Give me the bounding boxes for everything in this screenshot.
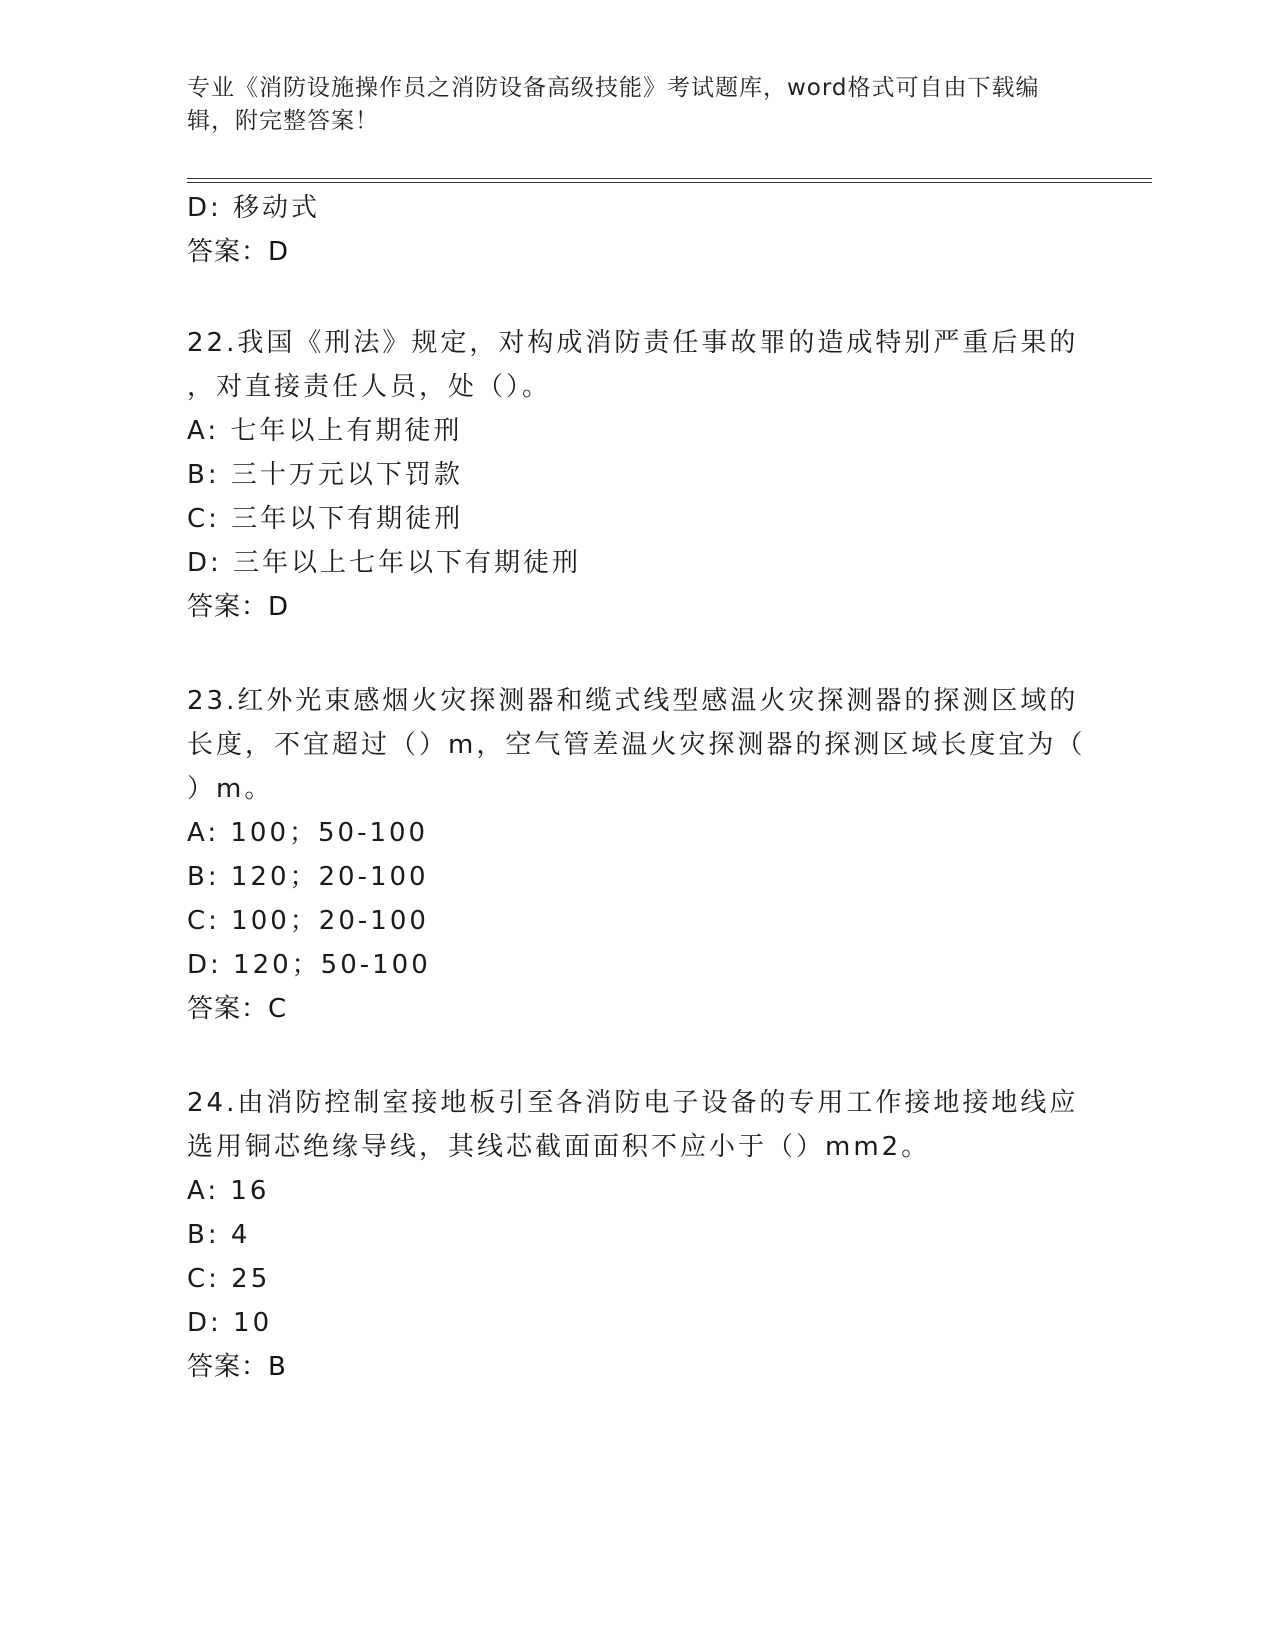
question-stem: 23.红外光束感烟火灾探测器和缆式线型感温火灾探测器的探测区域的 [187,686,1079,716]
option-a: A: 16 [187,1176,270,1206]
option-d: D: 10 [187,1308,273,1338]
option-d: D: 移动式 [187,193,321,223]
question-stem: 长度，不宜超过（）m，空气管差温火灾探测器的探测区域长度宜为（ [187,730,1086,760]
option-a: A: 七年以上有期徒刑 [187,416,463,446]
question-stem: 22.我国《刑法》规定，对构成消防责任事故罪的造成特别严重后果的 [187,328,1079,358]
question-stem: 选用铜芯绝缘导线，其线芯截面面积不应小于（）mm2。 [187,1132,931,1162]
option-d: D: 三年以上七年以下有期徒刑 [187,548,582,578]
answer-line: 答案：D [187,237,290,267]
option-b: B: 120；20-100 [187,862,429,892]
option-d: D: 120；50-100 [187,950,431,980]
answer-line: 答案：C [187,994,288,1024]
header-divider-top [187,178,1152,179]
answer-line: 答案：D [187,592,290,622]
option-c: C: 三年以下有期徒刑 [187,504,464,534]
answer-line: 答案：B [187,1352,287,1382]
question-stem: 24.由消防控制室接地板引至各消防电子设备的专用工作接地接地线应 [187,1088,1079,1118]
option-c: C: 25 [187,1264,271,1294]
question-stem: ）m。 [187,774,274,804]
question-stem: ，对直接责任人员，处（）。 [187,372,552,402]
option-a: A: 100；50-100 [187,818,429,848]
document-header: 专业《消防设施操作员之消防设备高级技能》考试题库，word格式可自由下载编辑，附完整答案！ [187,75,1040,134]
header-divider-bottom [187,182,1152,183]
option-b: B: 4 [187,1220,251,1250]
option-c: C: 100；20-100 [187,906,429,936]
option-b: B: 三十万元以下罚款 [187,460,463,490]
